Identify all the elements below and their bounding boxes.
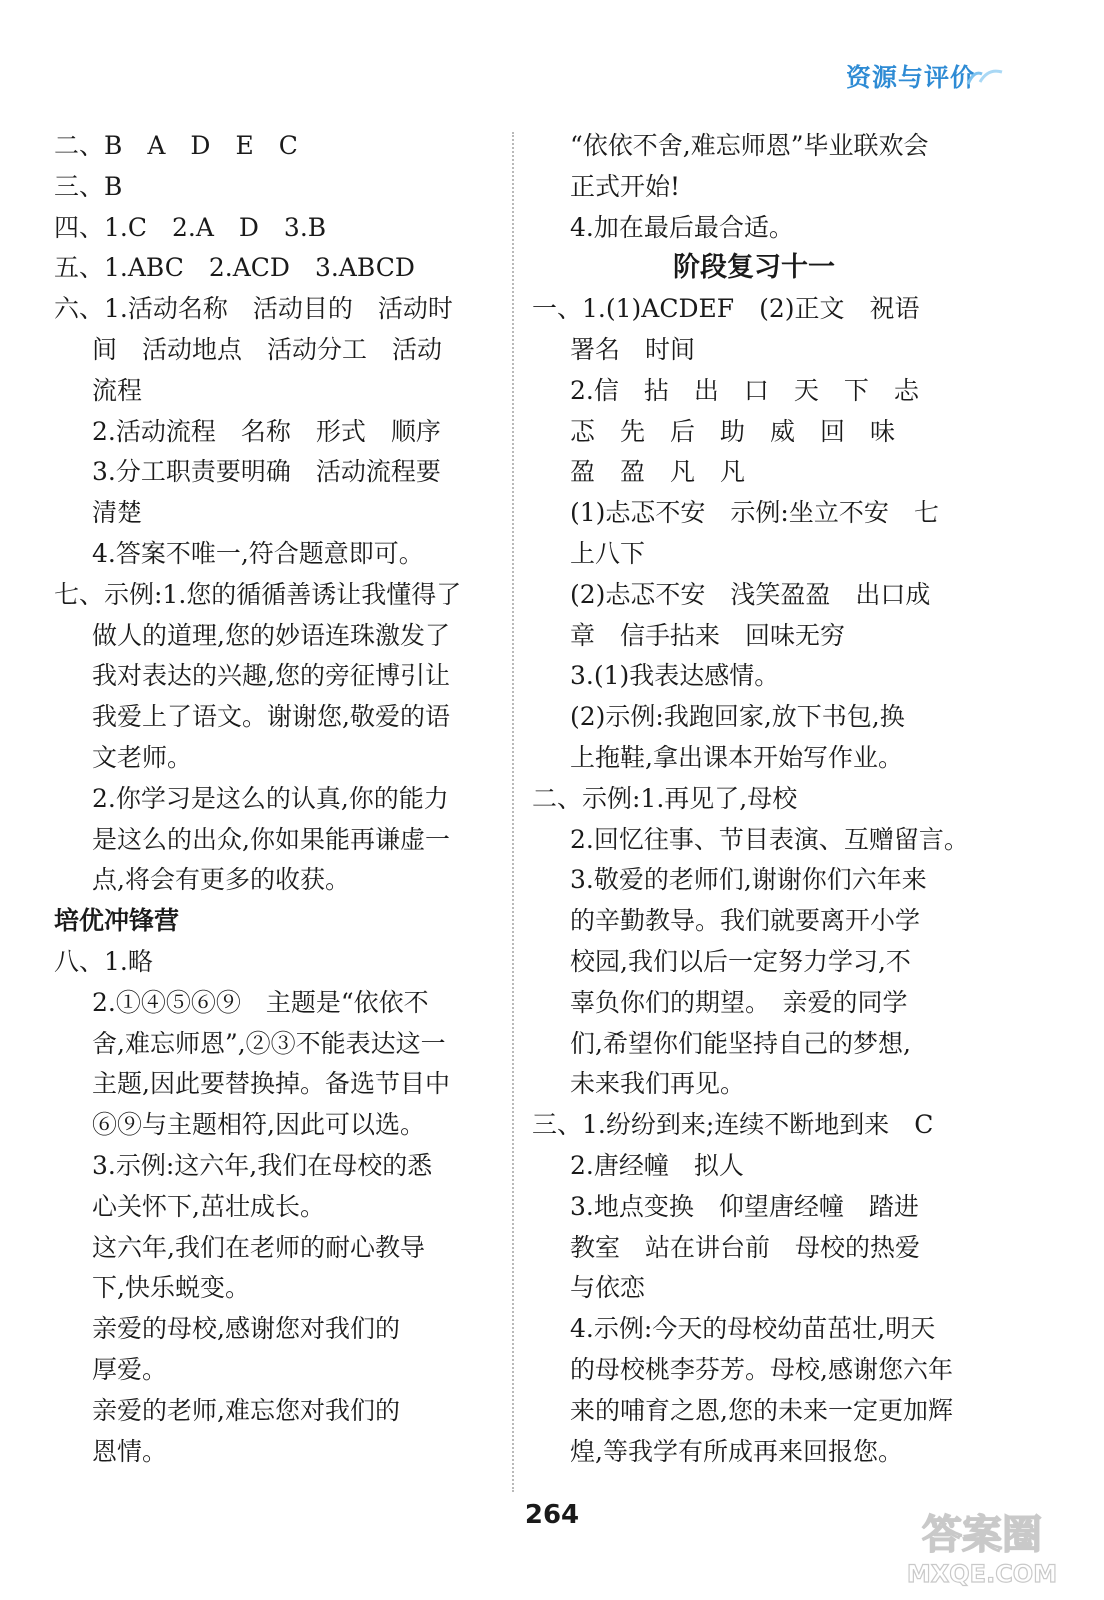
column-divider bbox=[512, 132, 514, 1492]
answer-line: 署名 时间 bbox=[570, 334, 696, 364]
answer-line: 2.回忆往事、节目表演、互赠留言。 bbox=[570, 824, 969, 854]
answer-line: 2.活动流程 名称 形式 顺序 bbox=[92, 416, 441, 446]
answer-line: 三、1.纷纷到来;连续不断地到来 C bbox=[532, 1110, 934, 1140]
answer-line: 八、1.略 bbox=[54, 946, 153, 976]
answer-line: 二、示例:1.再见了,母校 bbox=[532, 783, 798, 813]
answer-line: (1)忐忑不安 示例:坐立不安 七 bbox=[570, 498, 939, 528]
answer-line: 来的哺育之恩,您的未来一定更加辉 bbox=[570, 1395, 953, 1425]
answer-line: 厚爱。 bbox=[92, 1354, 168, 1384]
answer-line: 辜负你们的期望。 亲爱的同学 bbox=[570, 987, 908, 1017]
answer-line: 4.答案不唯一,符合题意即可。 bbox=[92, 538, 424, 568]
answer-line: 文老师。 bbox=[92, 742, 193, 772]
answer-line: 与依恋 bbox=[570, 1273, 646, 1303]
answer-line: 上八下 bbox=[570, 538, 646, 568]
answer-line: 的母校桃李芬芳。母校,感谢您六年 bbox=[570, 1354, 953, 1384]
answer-line: 2.唐经幢 拟人 bbox=[570, 1150, 744, 1180]
answer-line: 3.(1)我表达感情。 bbox=[570, 661, 780, 691]
answer-line: 忑 先 后 助 威 回 味 bbox=[570, 416, 896, 446]
answer-line: 点,将会有更多的收获。 bbox=[92, 865, 350, 895]
answer-line: 是这么的出众,你如果能再谦虚一 bbox=[92, 824, 450, 854]
answer-line: 的辛勤教导。我们就要离开小学 bbox=[570, 906, 921, 936]
answer-line: (2)忐忑不安 浅笑盈盈 出口成 bbox=[570, 579, 931, 609]
answer-line: 未来我们再见。 bbox=[570, 1069, 746, 1099]
answer-line: 五、1.ABC 2.ACD 3.ABCD bbox=[54, 253, 415, 283]
answer-line: 校园,我们以后一定努力学习,不 bbox=[570, 946, 911, 976]
answer-line: 下,快乐蜕变。 bbox=[92, 1273, 250, 1303]
answer-line: (2)示例:我跑回家,放下书包,换 bbox=[570, 702, 905, 732]
answer-line: 3.地点变换 仰望唐经幢 踏进 bbox=[570, 1191, 919, 1221]
answer-line: 我对表达的兴趣,您的旁征博引让 bbox=[92, 661, 450, 691]
answer-line: 章 信手拈来 回味无穷 bbox=[570, 620, 846, 650]
answer-line: 舍,难忘师恩”,②③不能表达这一 bbox=[92, 1028, 446, 1058]
answer-line: 4.示例:今天的母校幼苗茁壮,明天 bbox=[570, 1314, 936, 1344]
answer-line: 亲爱的母校,感谢您对我们的 bbox=[92, 1314, 400, 1344]
answer-line: 正式开始! bbox=[570, 171, 681, 201]
answer-line: 们,希望你们能坚持自己的梦想, bbox=[570, 1028, 911, 1058]
answer-line: 亲爱的老师,难忘您对我们的 bbox=[92, 1395, 400, 1425]
section-title: 阶段复习十一 bbox=[673, 252, 835, 284]
answer-line: 2.信 拈 出 口 天 下 忐 bbox=[570, 375, 919, 405]
answer-line: 2.①④⑤⑥⑨ 主题是“依依不 bbox=[92, 987, 429, 1017]
answer-line: 3.分工职责要明确 活动流程要 bbox=[92, 457, 441, 487]
answer-line: 这六年,我们在老师的耐心教导 bbox=[92, 1232, 425, 1262]
answer-line: “依依不舍,难忘师恩”毕业联欢会 bbox=[570, 131, 929, 160]
answer-line: 4.加在最后最合适。 bbox=[570, 212, 794, 242]
watermark-text: 答案圈 bbox=[922, 1512, 1042, 1558]
watermark-url: MXQE.COM bbox=[906, 1560, 1058, 1588]
answer-line: 上拖鞋,拿出课本开始写作业。 bbox=[570, 742, 903, 772]
answer-line: 主题,因此要替换掉。备选节目中 bbox=[92, 1069, 450, 1099]
answer-line: 煌,等我学有所成再来回报您。 bbox=[570, 1436, 903, 1466]
answer-line: 3.敬爱的老师们,谢谢你们六年来 bbox=[570, 865, 927, 895]
answer-line: 一、1.(1)ACDEF (2)正文 祝语 bbox=[532, 294, 920, 324]
answer-line: 间 活动地点 活动分工 活动 bbox=[92, 334, 443, 364]
page-number: 264 bbox=[524, 1500, 580, 1530]
answer-line: 做人的道理,您的妙语连珠激发了 bbox=[92, 620, 450, 650]
answer-line: 3.示例:这六年,我们在母校的悉 bbox=[92, 1150, 433, 1180]
answer-line: 盈 盈 凡 凡 bbox=[570, 457, 746, 487]
answer-line: 我爱上了语文。谢谢您,敬爱的语 bbox=[92, 702, 450, 732]
answer-line: 三、B bbox=[54, 171, 123, 201]
answer-line: 二、B A D E C bbox=[54, 131, 298, 160]
header-decoration-icon bbox=[966, 66, 1004, 88]
answer-line: 2.你学习是这么的认真,你的能力 bbox=[92, 783, 449, 813]
answer-line: 教室 站在讲台前 母校的热爱 bbox=[570, 1232, 921, 1262]
answer-line: 清楚 bbox=[92, 498, 143, 528]
answer-line: 四、1.C 2.A D 3.B bbox=[54, 212, 327, 242]
answer-line: 心关怀下,茁壮成长。 bbox=[92, 1191, 325, 1221]
header-title: 资源与评价 bbox=[845, 63, 976, 92]
answer-line: 恩情。 bbox=[92, 1436, 168, 1466]
watermark-logo-icon bbox=[882, 1500, 1082, 1590]
answer-line: 流程 bbox=[92, 375, 143, 405]
section-heading: 培优冲锋营 bbox=[54, 906, 180, 936]
answer-line: 七、示例:1.您的循循善诱让我懂得了 bbox=[54, 579, 462, 609]
answer-line: ⑥⑨与主题相符,因此可以选。 bbox=[92, 1110, 425, 1140]
right-column bbox=[532, 126, 976, 1472]
answer-line: 六、1.活动名称 活动目的 活动时 bbox=[54, 294, 453, 324]
left-column bbox=[54, 126, 494, 1472]
